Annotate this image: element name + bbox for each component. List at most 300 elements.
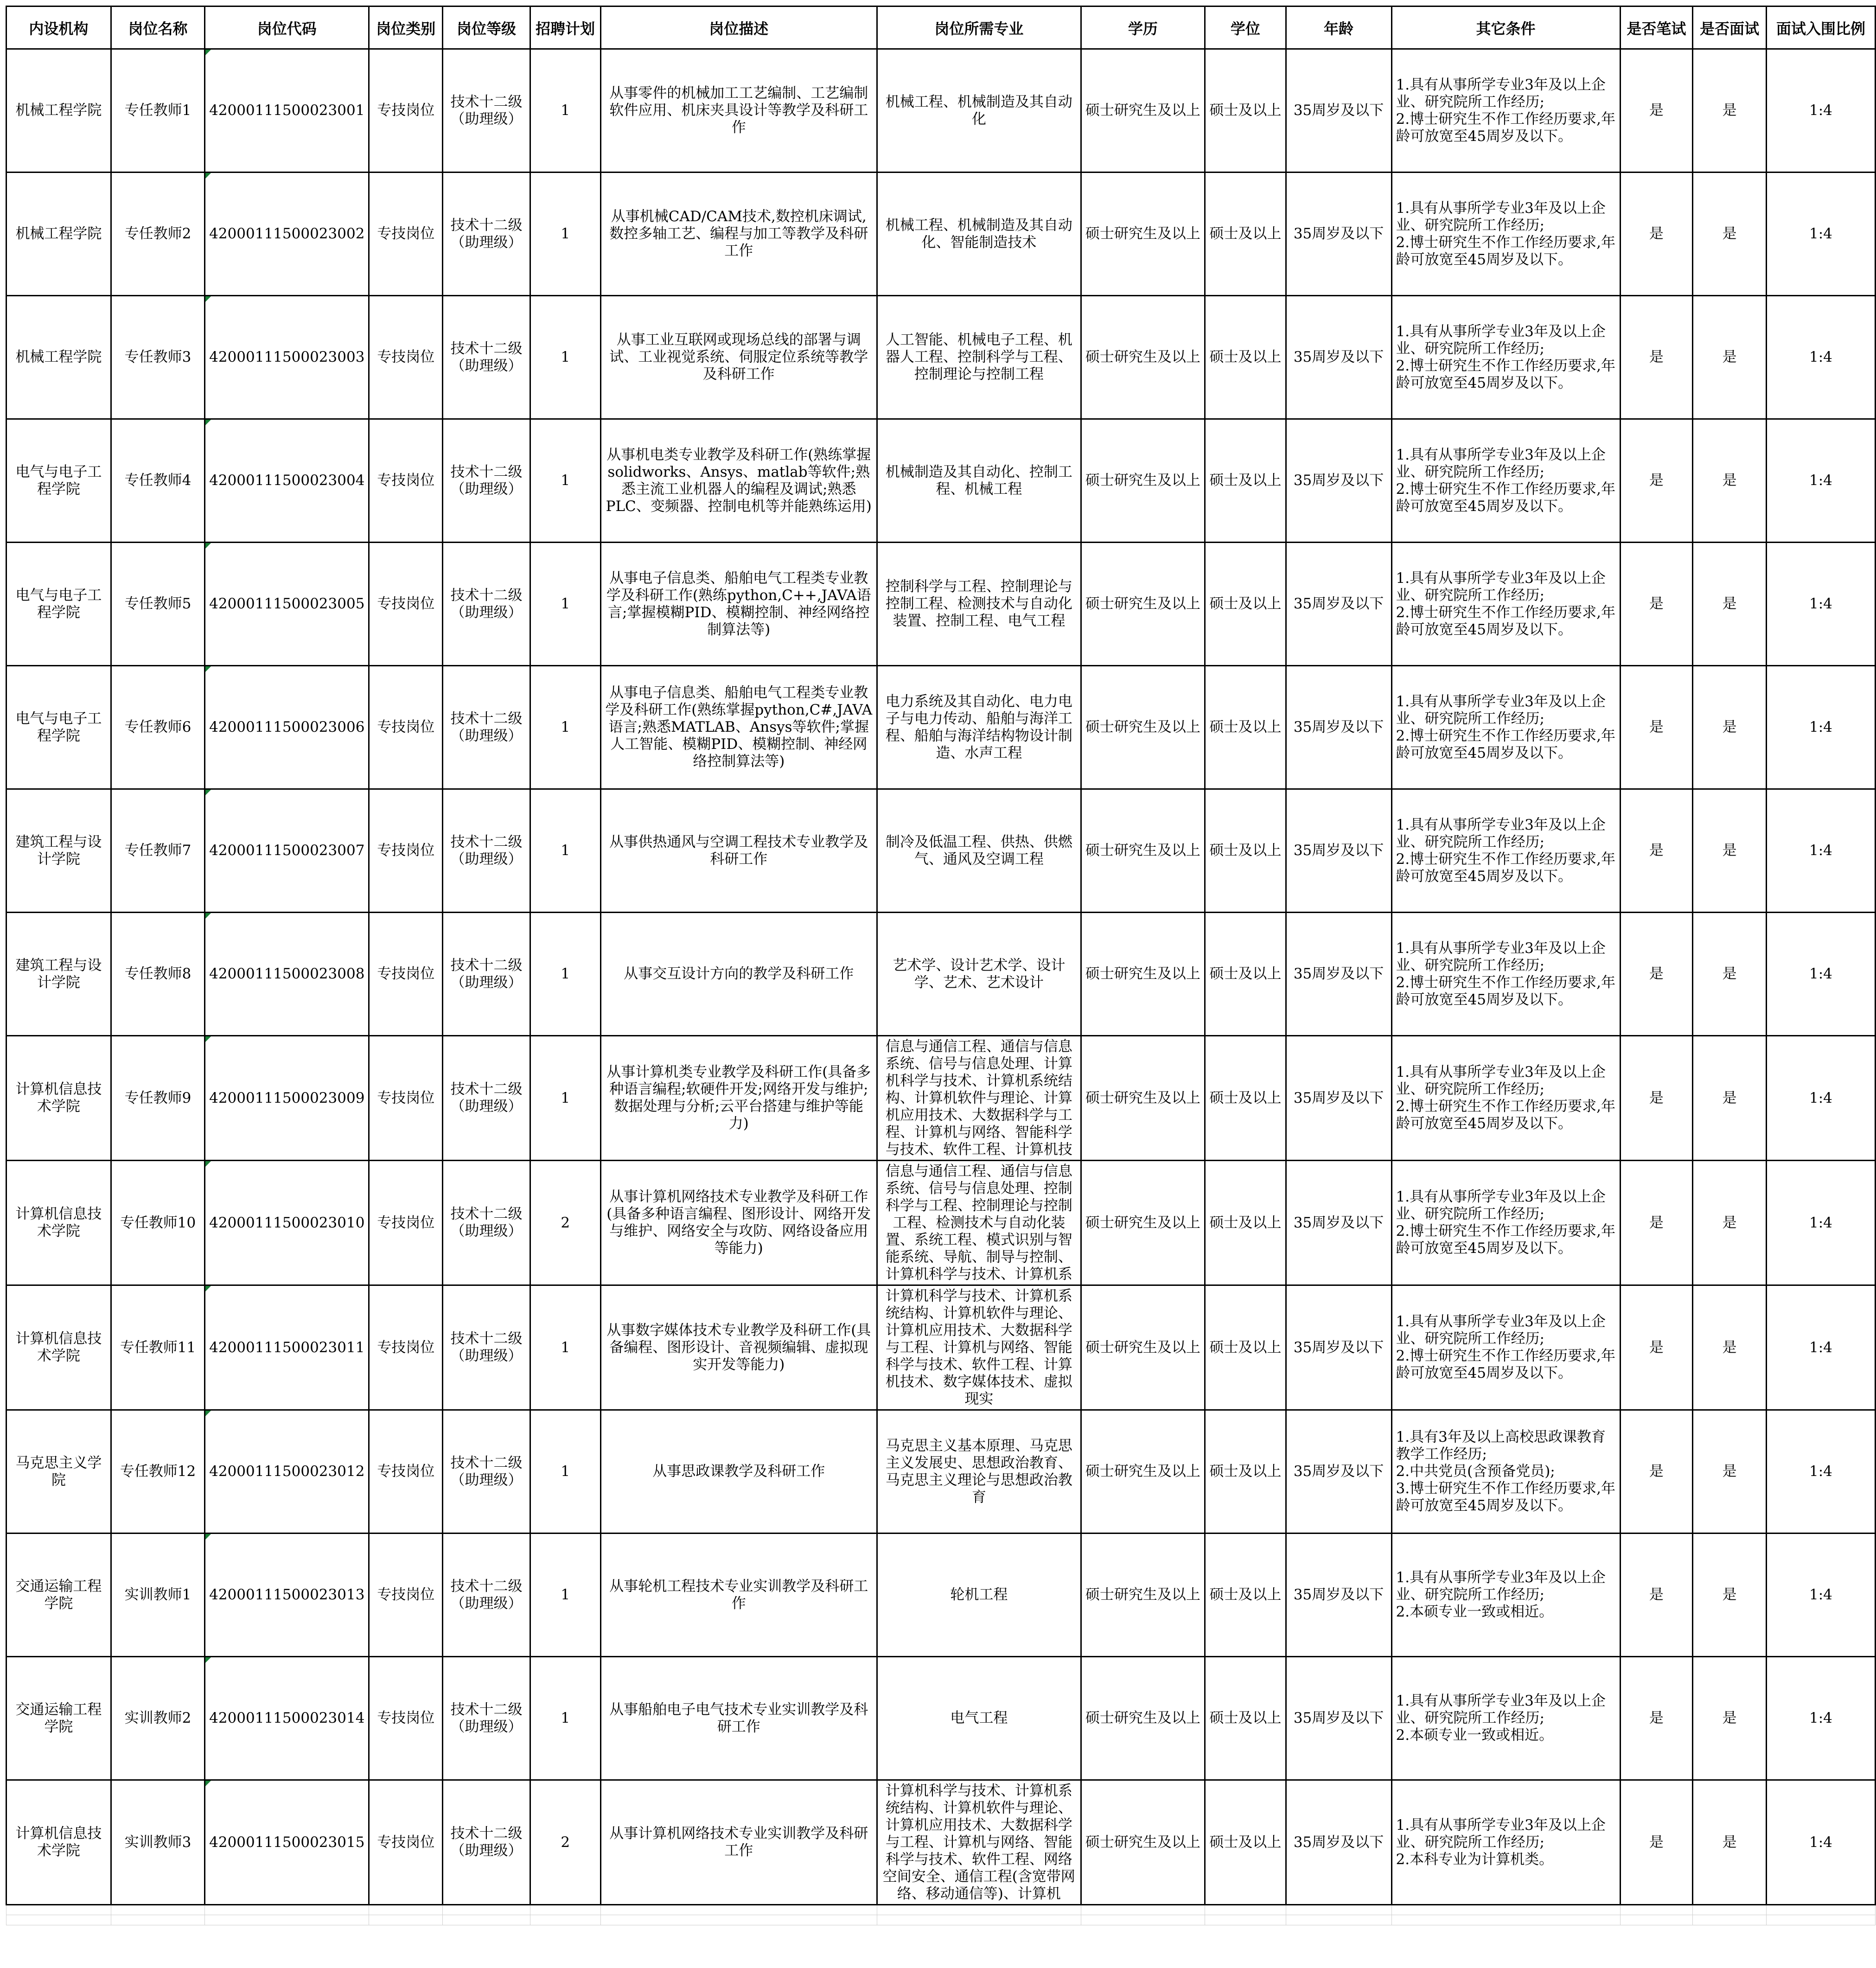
- cell-position-name[interactable]: [111, 1410, 204, 1534]
- empty-cell[interactable]: [1081, 1915, 1205, 1925]
- cell-other[interactable]: [1391, 173, 1620, 296]
- cell-ratio[interactable]: [1766, 1410, 1875, 1534]
- cell-description[interactable]: [600, 789, 877, 913]
- cell-other[interactable]: [1391, 1410, 1620, 1534]
- cell-education[interactable]: [1081, 789, 1205, 913]
- cell-degree[interactable]: [1205, 543, 1286, 666]
- cell-level[interactable]: [443, 543, 530, 666]
- cell-education[interactable]: [1081, 1285, 1205, 1410]
- cell-interview[interactable]: [1693, 1036, 1767, 1161]
- cell-org[interactable]: [6, 1285, 111, 1410]
- col-header-description[interactable]: 岗位描述: [600, 6, 877, 49]
- empty-cell[interactable]: [600, 1905, 877, 1915]
- cell-position-code-text: 42000111500023003: [209, 349, 365, 365]
- cell-description[interactable]: [600, 1780, 877, 1905]
- cell-education[interactable]: [1081, 543, 1205, 666]
- cell-age[interactable]: [1286, 1036, 1391, 1161]
- cell-level[interactable]: [443, 1780, 530, 1905]
- cell-major[interactable]: [877, 419, 1081, 543]
- cell-position-name[interactable]: [111, 1036, 204, 1161]
- cell-interview[interactable]: [1693, 913, 1767, 1036]
- cell-ratio[interactable]: [1766, 296, 1875, 419]
- cell-plan[interactable]: [530, 789, 600, 913]
- cell-major[interactable]: [877, 913, 1081, 1036]
- cell-written-exam[interactable]: [1620, 789, 1693, 913]
- cell-org[interactable]: [6, 1036, 111, 1161]
- cell-other[interactable]: [1391, 666, 1620, 789]
- cell-position-code-text: 42000111500023002: [209, 225, 365, 242]
- cell-position-code[interactable]: [205, 1410, 369, 1534]
- cell-interview[interactable]: [1693, 1780, 1767, 1905]
- cell-interview[interactable]: [1693, 1534, 1767, 1657]
- empty-cell[interactable]: [1620, 1905, 1693, 1915]
- cell-plan[interactable]: [530, 296, 600, 419]
- cell-written-exam[interactable]: [1620, 296, 1693, 419]
- empty-cell[interactable]: [530, 1905, 600, 1915]
- col-header-ratio[interactable]: 面试入围比例: [1766, 6, 1875, 49]
- cell-position-name[interactable]: [111, 543, 204, 666]
- col-header-major[interactable]: 岗位所需专业: [877, 6, 1081, 49]
- cell-position-code-text: 42000111500023013: [209, 1586, 365, 1603]
- cell-education[interactable]: [1081, 173, 1205, 296]
- empty-cell[interactable]: [443, 1905, 530, 1915]
- cell-degree-text: 硕士及以上: [1209, 349, 1282, 365]
- empty-cell[interactable]: [111, 1915, 204, 1925]
- cell-position-name-text: 专任教师12: [120, 1463, 196, 1480]
- col-header-education[interactable]: 学历: [1081, 6, 1205, 49]
- col-header-position-code[interactable]: 岗位代码: [205, 6, 369, 49]
- cell-category[interactable]: [369, 419, 443, 543]
- col-header-other[interactable]: 其它条件: [1391, 6, 1620, 49]
- cell-written-exam[interactable]: [1620, 1161, 1693, 1285]
- cell-org[interactable]: [6, 1534, 111, 1657]
- table-row: [6, 1534, 1876, 1657]
- cell-level[interactable]: [443, 789, 530, 913]
- cell-major[interactable]: [877, 789, 1081, 913]
- cell-level[interactable]: [443, 419, 530, 543]
- cell-plan[interactable]: [530, 419, 600, 543]
- cell-degree[interactable]: [1205, 666, 1286, 789]
- cell-age-text: 35周岁及以下: [1293, 1339, 1384, 1356]
- cell-major[interactable]: [877, 173, 1081, 296]
- cell-position-name[interactable]: [111, 1534, 204, 1657]
- cell-other[interactable]: [1391, 789, 1620, 913]
- cell-major[interactable]: [877, 1657, 1081, 1780]
- empty-cell[interactable]: [111, 1905, 204, 1915]
- col-header-written-exam[interactable]: 是否笔试: [1620, 6, 1693, 49]
- cell-plan[interactable]: [530, 1657, 600, 1780]
- cell-age[interactable]: [1286, 1285, 1391, 1410]
- cell-org[interactable]: [6, 543, 111, 666]
- cell-education[interactable]: [1081, 1657, 1205, 1780]
- empty-cell[interactable]: [1620, 1915, 1693, 1925]
- cell-age-text: 35周岁及以下: [1293, 472, 1384, 489]
- cell-position-code[interactable]: [205, 543, 369, 666]
- cell-degree[interactable]: [1205, 1534, 1286, 1657]
- cell-level[interactable]: [443, 666, 530, 789]
- cell-position-code-text: 42000111500023010: [209, 1214, 365, 1231]
- cell-position-name[interactable]: [111, 666, 204, 789]
- cell-degree[interactable]: [1205, 1410, 1286, 1534]
- cell-level[interactable]: [443, 1285, 530, 1410]
- cell-category[interactable]: [369, 913, 443, 1036]
- cell-ratio[interactable]: [1766, 1285, 1875, 1410]
- empty-cell[interactable]: [1693, 1905, 1767, 1915]
- cell-interview[interactable]: [1693, 789, 1767, 913]
- cell-education[interactable]: [1081, 913, 1205, 1036]
- cell-interview[interactable]: [1693, 49, 1767, 173]
- cell-position-code[interactable]: [205, 1036, 369, 1161]
- cell-major[interactable]: [877, 1036, 1081, 1161]
- cell-position-code-text: 42000111500023012: [209, 1463, 365, 1480]
- cell-written-exam[interactable]: [1620, 1534, 1693, 1657]
- cell-plan[interactable]: [530, 1036, 600, 1161]
- cell-description[interactable]: [600, 543, 877, 666]
- cell-plan[interactable]: [530, 913, 600, 1036]
- cell-org[interactable]: [6, 419, 111, 543]
- cell-other[interactable]: [1391, 1036, 1620, 1161]
- cell-degree[interactable]: [1205, 1780, 1286, 1905]
- cell-other[interactable]: [1391, 1285, 1620, 1410]
- cell-position-code-text: 42000111500023014: [209, 1710, 365, 1726]
- cell-interview[interactable]: [1693, 1285, 1767, 1410]
- cell-interview[interactable]: [1693, 1657, 1767, 1780]
- cell-written-exam[interactable]: [1620, 666, 1693, 789]
- cell-major[interactable]: [877, 1410, 1081, 1534]
- cell-degree[interactable]: [1205, 49, 1286, 173]
- cell-position-code-text: 42000111500023006: [209, 719, 365, 735]
- cell-ratio[interactable]: [1766, 419, 1875, 543]
- empty-cell[interactable]: [1391, 1915, 1620, 1925]
- cell-category[interactable]: [369, 543, 443, 666]
- cell-interview[interactable]: [1693, 1410, 1767, 1534]
- cell-major[interactable]: [877, 49, 1081, 173]
- col-header-degree[interactable]: 学位: [1205, 6, 1286, 49]
- cell-education-text: 硕士研究生及以上: [1085, 1089, 1200, 1106]
- cell-written-exam[interactable]: [1620, 173, 1693, 296]
- cell-category[interactable]: [369, 1285, 443, 1410]
- cell-description[interactable]: [600, 49, 877, 173]
- cell-org[interactable]: [6, 1780, 111, 1905]
- cell-level[interactable]: [443, 296, 530, 419]
- cell-level[interactable]: [443, 1410, 530, 1534]
- col-header-level[interactable]: 岗位等级: [443, 6, 530, 49]
- cell-major[interactable]: [877, 1780, 1081, 1905]
- cell-description[interactable]: [600, 296, 877, 419]
- cell-plan[interactable]: [530, 1161, 600, 1285]
- cell-age[interactable]: [1286, 1161, 1391, 1285]
- cell-written-exam[interactable]: [1620, 543, 1693, 666]
- cell-position-name[interactable]: [111, 913, 204, 1036]
- cell-description[interactable]: [600, 1161, 877, 1285]
- cell-written-exam[interactable]: [1620, 1285, 1693, 1410]
- cell-org[interactable]: [6, 1161, 111, 1285]
- cell-category[interactable]: [369, 296, 443, 419]
- cell-other[interactable]: [1391, 1534, 1620, 1657]
- cell-category[interactable]: [369, 1780, 443, 1905]
- cell-category[interactable]: [369, 1534, 443, 1657]
- cell-age[interactable]: [1286, 913, 1391, 1036]
- empty-cell[interactable]: [1391, 1905, 1620, 1915]
- cell-position-name[interactable]: [111, 1161, 204, 1285]
- cell-level[interactable]: [443, 1161, 530, 1285]
- cell-degree[interactable]: [1205, 173, 1286, 296]
- cell-level-text: 技术十二级（助理级）: [450, 833, 523, 868]
- cell-major[interactable]: [877, 1534, 1081, 1657]
- cell-category[interactable]: [369, 1410, 443, 1534]
- cell-other[interactable]: [1391, 296, 1620, 419]
- empty-cell[interactable]: [1693, 1915, 1767, 1925]
- empty-cell[interactable]: [6, 1905, 111, 1915]
- cell-org[interactable]: [6, 666, 111, 789]
- cell-ratio[interactable]: [1766, 789, 1875, 913]
- cell-description-text: 从事电子信息类、船舶电气工程类专业教学及科研工作(熟练python,C++,JAVA语言;掌握模糊PID、模糊控制、神经网络控制算法等): [606, 569, 871, 638]
- cell-position-name-text: 专任教师6: [124, 719, 191, 735]
- cell-education[interactable]: [1081, 1410, 1205, 1534]
- cell-major[interactable]: [877, 1161, 1081, 1285]
- cell-plan[interactable]: [530, 1780, 600, 1905]
- cell-degree[interactable]: [1205, 913, 1286, 1036]
- cell-org[interactable]: [6, 49, 111, 173]
- cell-written-exam[interactable]: [1620, 1657, 1693, 1780]
- cell-age[interactable]: [1286, 789, 1391, 913]
- cell-major[interactable]: [877, 1285, 1081, 1410]
- cell-degree[interactable]: [1205, 1285, 1286, 1410]
- cell-category[interactable]: [369, 1036, 443, 1161]
- cell-level-text: 技术十二级（助理级）: [450, 1081, 523, 1115]
- empty-cell[interactable]: [1081, 1905, 1205, 1915]
- cell-interview[interactable]: [1693, 419, 1767, 543]
- col-header-plan[interactable]: 招聘计划: [530, 6, 600, 49]
- cell-position-name[interactable]: [111, 789, 204, 913]
- cell-ratio[interactable]: [1766, 49, 1875, 173]
- cell-other[interactable]: [1391, 1161, 1620, 1285]
- cell-interview-text: 是: [1722, 595, 1737, 612]
- cell-written-exam[interactable]: [1620, 1780, 1693, 1905]
- cell-ratio[interactable]: [1766, 1036, 1875, 1161]
- cell-description[interactable]: [600, 1285, 877, 1410]
- col-header-age[interactable]: 年龄: [1286, 6, 1391, 49]
- cell-written-exam[interactable]: [1620, 49, 1693, 173]
- empty-cell[interactable]: [1205, 1905, 1286, 1915]
- cell-position-code[interactable]: [205, 1780, 369, 1905]
- cell-description[interactable]: [600, 1410, 877, 1534]
- cell-major[interactable]: [877, 666, 1081, 789]
- cell-category-text: 专技岗位: [377, 1586, 435, 1603]
- cell-written-exam[interactable]: [1620, 913, 1693, 1036]
- cell-plan[interactable]: [530, 1534, 600, 1657]
- cell-level[interactable]: [443, 49, 530, 173]
- empty-cell[interactable]: [1286, 1905, 1391, 1915]
- empty-cell[interactable]: [205, 1915, 369, 1925]
- cell-position-name[interactable]: [111, 1780, 204, 1905]
- cell-position-code[interactable]: [205, 666, 369, 789]
- cell-degree[interactable]: [1205, 789, 1286, 913]
- cell-plan[interactable]: [530, 1410, 600, 1534]
- empty-cell[interactable]: [600, 1915, 877, 1925]
- cell-description[interactable]: [600, 419, 877, 543]
- cell-position-code[interactable]: [205, 1657, 369, 1780]
- cell-description[interactable]: [600, 1036, 877, 1161]
- cell-org[interactable]: [6, 913, 111, 1036]
- cell-education[interactable]: [1081, 296, 1205, 419]
- cell-degree[interactable]: [1205, 1036, 1286, 1161]
- cell-age[interactable]: [1286, 666, 1391, 789]
- cell-category[interactable]: [369, 666, 443, 789]
- cell-degree[interactable]: [1205, 419, 1286, 543]
- cell-category[interactable]: [369, 173, 443, 296]
- empty-cell[interactable]: [1766, 1915, 1875, 1925]
- cell-interview[interactable]: [1693, 296, 1767, 419]
- cell-level[interactable]: [443, 913, 530, 1036]
- cell-interview[interactable]: [1693, 1161, 1767, 1285]
- cell-org[interactable]: [6, 789, 111, 913]
- empty-cell[interactable]: [369, 1905, 443, 1915]
- cell-ratio[interactable]: [1766, 913, 1875, 1036]
- cell-category[interactable]: [369, 49, 443, 173]
- cell-position-code[interactable]: [205, 789, 369, 913]
- empty-cell[interactable]: [1766, 1905, 1875, 1915]
- cell-ratio[interactable]: [1766, 666, 1875, 789]
- cell-plan[interactable]: [530, 173, 600, 296]
- cell-level[interactable]: [443, 1657, 530, 1780]
- cell-category[interactable]: [369, 789, 443, 913]
- cell-education[interactable]: [1081, 1780, 1205, 1905]
- cell-interview[interactable]: [1693, 543, 1767, 666]
- cell-org[interactable]: [6, 296, 111, 419]
- cell-age[interactable]: [1286, 296, 1391, 419]
- cell-major[interactable]: [877, 543, 1081, 666]
- cell-interview[interactable]: [1693, 173, 1767, 296]
- cell-org[interactable]: [6, 1657, 111, 1780]
- cell-position-code[interactable]: [205, 419, 369, 543]
- cell-ratio[interactable]: [1766, 1780, 1875, 1905]
- cell-position-code[interactable]: [205, 296, 369, 419]
- cell-age-text: 35周岁及以下: [1293, 102, 1384, 119]
- col-header-interview[interactable]: 是否面试: [1693, 6, 1767, 49]
- empty-cell[interactable]: [1286, 1915, 1391, 1925]
- cell-age[interactable]: [1286, 1410, 1391, 1534]
- cell-position-name[interactable]: [111, 173, 204, 296]
- cell-other[interactable]: [1391, 1657, 1620, 1780]
- cell-position-name[interactable]: [111, 49, 204, 173]
- cell-age[interactable]: [1286, 543, 1391, 666]
- cell-level[interactable]: [443, 173, 530, 296]
- cell-position-name[interactable]: [111, 296, 204, 419]
- empty-cell[interactable]: [530, 1915, 600, 1925]
- cell-other[interactable]: [1391, 543, 1620, 666]
- empty-cell[interactable]: [877, 1905, 1081, 1915]
- cell-other[interactable]: [1391, 49, 1620, 173]
- cell-position-name[interactable]: [111, 1285, 204, 1410]
- cell-age[interactable]: [1286, 173, 1391, 296]
- cell-interview[interactable]: [1693, 666, 1767, 789]
- cell-age[interactable]: [1286, 1534, 1391, 1657]
- empty-cell[interactable]: [205, 1905, 369, 1915]
- cell-ratio[interactable]: [1766, 1534, 1875, 1657]
- cell-education[interactable]: [1081, 666, 1205, 789]
- cell-other[interactable]: [1391, 419, 1620, 543]
- cell-written-exam[interactable]: [1620, 1410, 1693, 1534]
- cell-level[interactable]: [443, 1036, 530, 1161]
- cell-ratio-text: 1:4: [1809, 1214, 1832, 1231]
- cell-degree-text: 硕士及以上: [1209, 1089, 1282, 1106]
- cell-ratio[interactable]: [1766, 543, 1875, 666]
- cell-degree[interactable]: [1205, 296, 1286, 419]
- cell-other-text: 1.具有从事所学专业3年及以上企业、研究院所工作经历; 2.博士研究生不作工作经历要求,年龄可放宽至45周岁及以下。: [1396, 1188, 1615, 1257]
- cell-education[interactable]: [1081, 1534, 1205, 1657]
- cell-category-text: 专技岗位: [377, 595, 435, 612]
- empty-cell[interactable]: [1205, 1915, 1286, 1925]
- cell-ratio[interactable]: [1766, 1161, 1875, 1285]
- cell-org[interactable]: [6, 173, 111, 296]
- cell-age[interactable]: [1286, 419, 1391, 543]
- cell-age[interactable]: [1286, 1780, 1391, 1905]
- cell-level[interactable]: [443, 1534, 530, 1657]
- cell-position-code[interactable]: [205, 49, 369, 173]
- cell-other[interactable]: [1391, 913, 1620, 1036]
- cell-degree[interactable]: [1205, 1161, 1286, 1285]
- cell-position-code[interactable]: [205, 173, 369, 296]
- cell-education[interactable]: [1081, 1036, 1205, 1161]
- cell-description[interactable]: [600, 913, 877, 1036]
- cell-org[interactable]: [6, 1410, 111, 1534]
- cell-written-exam[interactable]: [1620, 419, 1693, 543]
- cell-education[interactable]: [1081, 1161, 1205, 1285]
- cell-position-code[interactable]: [205, 1285, 369, 1410]
- cell-description[interactable]: [600, 1657, 877, 1780]
- col-header-category[interactable]: 岗位类别: [369, 6, 443, 49]
- cell-description[interactable]: [600, 1534, 877, 1657]
- cell-position-code[interactable]: [205, 913, 369, 1036]
- cell-degree[interactable]: [1205, 1657, 1286, 1780]
- cell-position-name[interactable]: [111, 419, 204, 543]
- cell-interview-text: 是: [1722, 842, 1737, 859]
- cell-education-text: 硕士研究生及以上: [1085, 1834, 1200, 1851]
- cell-age[interactable]: [1286, 1657, 1391, 1780]
- cell-position-name[interactable]: [111, 1657, 204, 1780]
- cell-plan[interactable]: [530, 1285, 600, 1410]
- cell-other[interactable]: [1391, 1780, 1620, 1905]
- cell-position-code[interactable]: [205, 1534, 369, 1657]
- cell-position-code[interactable]: [205, 1161, 369, 1285]
- cell-interview-text: 是: [1722, 225, 1737, 242]
- cell-description-text: 从事电子信息类、船舶电气工程类专业教学及科研工作(熟练掌握python,C#,JAVA语言;熟悉MATLAB、Ansys等软件;掌握人工智能、模糊PID、模糊控制、神经网络控制算法等): [605, 684, 873, 770]
- empty-cell[interactable]: [877, 1915, 1081, 1925]
- col-header-org[interactable]: 内设机构: [6, 6, 111, 49]
- cell-category[interactable]: [369, 1161, 443, 1285]
- cell-plan[interactable]: [530, 543, 600, 666]
- cell-description-text: 从事计算机网络技术专业实训教学及科研工作: [609, 1825, 868, 1859]
- cell-written-exam[interactable]: [1620, 1036, 1693, 1161]
- cell-ratio[interactable]: [1766, 173, 1875, 296]
- col-header-position-name[interactable]: 岗位名称: [111, 6, 204, 49]
- empty-cell[interactable]: [443, 1915, 530, 1925]
- cell-ratio[interactable]: [1766, 1657, 1875, 1780]
- cell-education[interactable]: [1081, 419, 1205, 543]
- cell-degree-text: 硕士及以上: [1209, 1339, 1282, 1356]
- cell-education[interactable]: [1081, 49, 1205, 173]
- cell-plan[interactable]: [530, 49, 600, 173]
- cell-major[interactable]: [877, 296, 1081, 419]
- empty-cell[interactable]: [369, 1915, 443, 1925]
- empty-cell[interactable]: [6, 1915, 111, 1925]
- cell-age[interactable]: [1286, 49, 1391, 173]
- cell-description[interactable]: [600, 666, 877, 789]
- cell-category[interactable]: [369, 1657, 443, 1780]
- cell-description[interactable]: [600, 173, 877, 296]
- cell-plan[interactable]: [530, 666, 600, 789]
